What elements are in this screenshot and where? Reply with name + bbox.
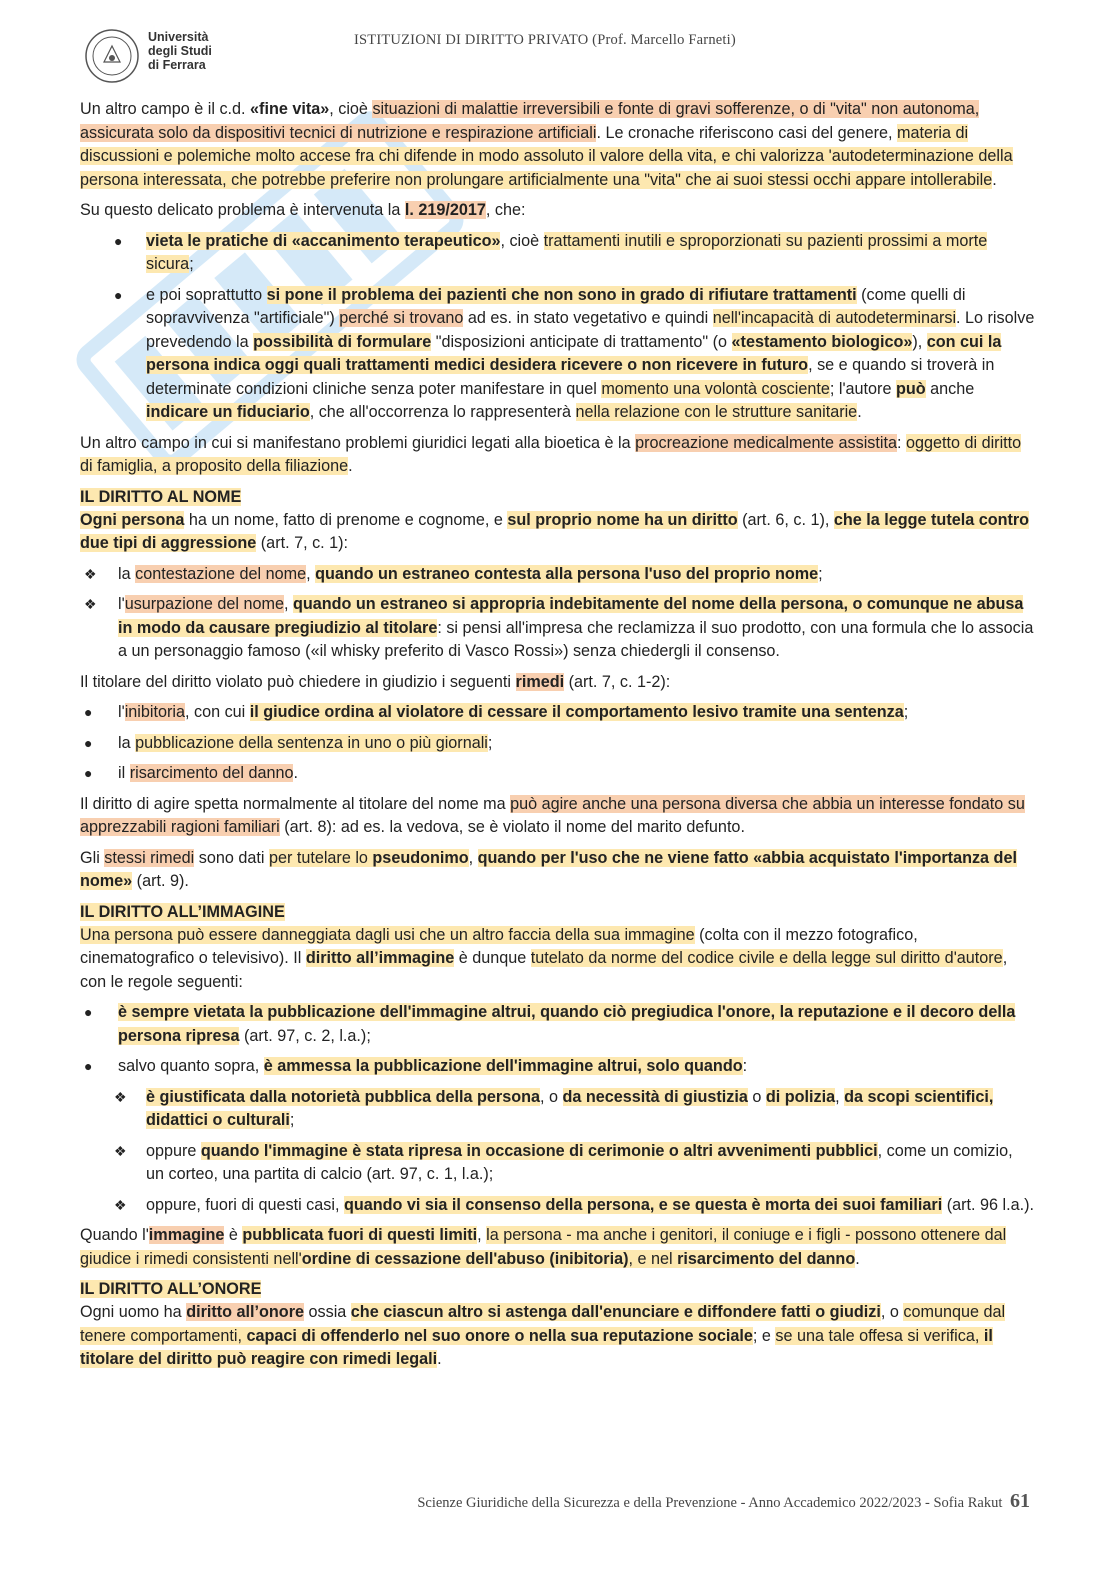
paragraph: Gli stessi rimedi sono dati per tutelare lo pseudonimo, quando per l'uso che ne viene fatto «abbia acquistato l'importanza del nome» (art. 9). xyxy=(80,848,1017,890)
bullet-icon: ● xyxy=(84,734,93,751)
list-item: ● la pubblicazione della sentenza in uno o più giornali; xyxy=(80,732,1035,756)
diamond-icon: ❖ xyxy=(114,1196,127,1213)
list xyxy=(80,701,1035,786)
paragraph: Un altro campo in cui si manifestano problemi giuridici legati alla bioetica è la procreazione medicalmente assistita: oggetto di diritto di famiglia, a proposito della filiazione. xyxy=(80,433,1022,475)
list xyxy=(80,230,1035,425)
page-number: 61 xyxy=(1010,1490,1030,1512)
university-seal-icon xyxy=(84,28,140,84)
paragraph: Ogni uomo ha diritto all’onore ossia che ciascun altro si astenga dall'enunciare e diffondere fatti o giudizi, o comunque dal tenere comportamenti, capaci di offenderlo nel suo onore o nella sua reputazione sociale; e se una tale offesa si verifica, il titolare del diritto può reagire con rimedi legali. xyxy=(80,1303,1006,1368)
list xyxy=(80,1086,1035,1218)
section-heading-immagine: IL DIRITTO ALL’IMMAGINE xyxy=(80,902,285,921)
diamond-icon: ❖ xyxy=(114,1142,127,1159)
bullet-icon: ● xyxy=(84,704,93,720)
section-heading-onore: IL DIRITTO ALL’ONORE xyxy=(80,1280,262,1298)
paragraph: Su questo delicato problema è intervenuta la l. 219/2017, che: xyxy=(80,201,526,219)
list-item: ● è sempre vietata la pubblicazione dell'immagine altrui, quando ciò pregiudica l'onore, la reputazione e il decoro della persona ripresa (art. 97, c. 2, l.a.); xyxy=(84,1003,1016,1045)
page-header xyxy=(84,24,1044,80)
paragraph: Il titolare del diritto violato può chiedere in giudizio i seguenti rimedi (art. 7, c. 1-2): xyxy=(80,672,671,691)
bullet-icon: ● xyxy=(114,232,123,249)
list-item: ● salvo quanto sopra, è ammessa la pubblicazione dell'immagine altrui, solo quando: xyxy=(80,1055,1035,1079)
footer-text: Scienze Giuridiche della Sicurezza e della Prevenzione - Anno Accademico 2022/2023 - Sofia Rakut xyxy=(417,1495,1003,1511)
list-item: ❖ è giustificata dalla notorietà pubblica della persona, o da necessità di giustizia o di polizia, da scopi scientifici, didattici o culturali; xyxy=(114,1087,994,1129)
diamond-icon: ❖ xyxy=(84,596,97,612)
document-title: ISTITUZIONI DI DIRITTO PRIVATO (Prof. Marcello Farneti) xyxy=(354,32,736,48)
paragraph: Ogni persona ha un nome, fatto di prenome e cognome, e sul proprio nome ha un diritto (art. 6, c. 1), che la legge tutela contro due tipi di aggressione (art. 7, c. 1): xyxy=(80,510,1030,552)
list-item: ❖ la contestazione del nome, quando un estraneo contesta alla persona l'uso del proprio nome; xyxy=(80,563,1035,587)
list-item: ❖ oppure quando l'immagine è stata ripresa in occasione di cerimonie o altri avvenimenti pubblici, come un comizio, un corteo, una partita di calcio (art. 97, c. 1, l.a.); xyxy=(114,1141,1013,1183)
diamond-icon: ❖ xyxy=(114,1088,127,1105)
university-name: Università degli Studi di Ferrara xyxy=(148,30,212,72)
paragraph: Un altro campo è il c.d. «fine vita», cioè situazioni di malattie irreversibili e fonte di gravi sofferenze, o di "vita" non autonoma, assicurata solo da dispositivi tecnici di nutrizione e respirazione artificiali. Le cronache riferiscono casi del genere, materia di discussioni e polemiche molto accese fra chi difende in modo assoluto il valore della vita, e chi valorizza 'autodeterminazione della persona interessata, che potrebbe preferire non prolungare artificialmente una "vita" che ai suoi stessi occhi appare intollerabile. xyxy=(80,100,1013,189)
list-item: ● l'inibitoria, con cui il giudice ordina al violatore di cessare il comportamento lesivo tramite una sentenza; xyxy=(80,701,1035,725)
section-heading-nome: IL DIRITTO AL NOME xyxy=(80,487,242,506)
list xyxy=(80,563,1035,664)
paragraph: Una persona può essere danneggiata dagli usi che un altro faccia della sua immagine (colta con il mezzo fotografico, cinematografico o televisivo). Il diritto all’immagine è dunque tutelato da norme del codice civile e della legge sul diritto d'autore, con le regole seguenti: xyxy=(80,925,1008,991)
document-body xyxy=(80,98,1035,1379)
list-item: ❖ oppure, fuori di questi casi, quando vi sia il consenso della persona, e se questa è morta dei suoi familiari (art. 96 l.a.). xyxy=(80,1194,1035,1218)
page-footer xyxy=(417,1490,1030,1513)
bullet-icon: ● xyxy=(84,1004,93,1020)
bullet-icon: ● xyxy=(84,1058,93,1074)
list-item: ● e poi soprattutto si pone il problema dei pazienti che non sono in grado di rifiutare trattamenti (come quelli di sopravvivenza "artificiale") perché si trovano ad es. in stato vegetativo e quindi nell'incapacità di autodeterminarsi. Lo risolve prevedendo la possibilità di formulare "disposizioni anticipate di trattamento" (o «testamento biologico»), con cui la persona indica oggi quali trattamenti medici desidera ricevere o non ricevere in futuro, se e quando si troverà in determinate condizioni cliniche senza poter manifestare in quel momento una volontà cosciente; l'autore può anche indicare un fiduciario, che all'occorrenza lo rappresenterà nella relazione con le strutture sanitarie. xyxy=(114,285,1035,421)
diamond-icon: ❖ xyxy=(84,565,97,582)
list-item: ● vieta le pratiche di «accanimento terapeutico», cioè trattamenti inutili e sproporzionati su pazienti prossimi a morte sicura; xyxy=(114,231,988,273)
list xyxy=(80,1001,1035,1079)
bullet-icon: ● xyxy=(84,765,93,781)
list-item: ● il risarcimento del danno. xyxy=(80,762,1035,786)
bullet-icon: ● xyxy=(114,286,123,303)
paragraph: Il diritto di agire spetta normalmente al titolare del nome ma può agire anche una persona diversa che abbia un interesse fondato su apprezzabili ragioni familiari (art. 8): ad es. la vedova, se è violato il nome del marito defunto. xyxy=(80,794,1025,836)
paragraph: Quando l'immagine è pubblicata fuori di questi limiti, la persona - ma anche i genitori, il coniuge e i figli - possono ottenere dal giudice i rimedi consistenti nell'ordine di cessazione dell'abuso (inibitoria), e nel risarcimento del danno. xyxy=(80,1226,1007,1268)
list-item: ❖ l'usurpazione del nome, quando un estraneo si appropria indebitamente del nome della persona, o comunque ne abusa in modo da causare pregiudizio al titolare: si pensi all'impresa che reclamizza il suo prodotto, con una formula che lo associa a un personaggio famoso («il whisky preferito di Vasco Rossi») senza chiedergli il consenso. xyxy=(84,595,1034,660)
